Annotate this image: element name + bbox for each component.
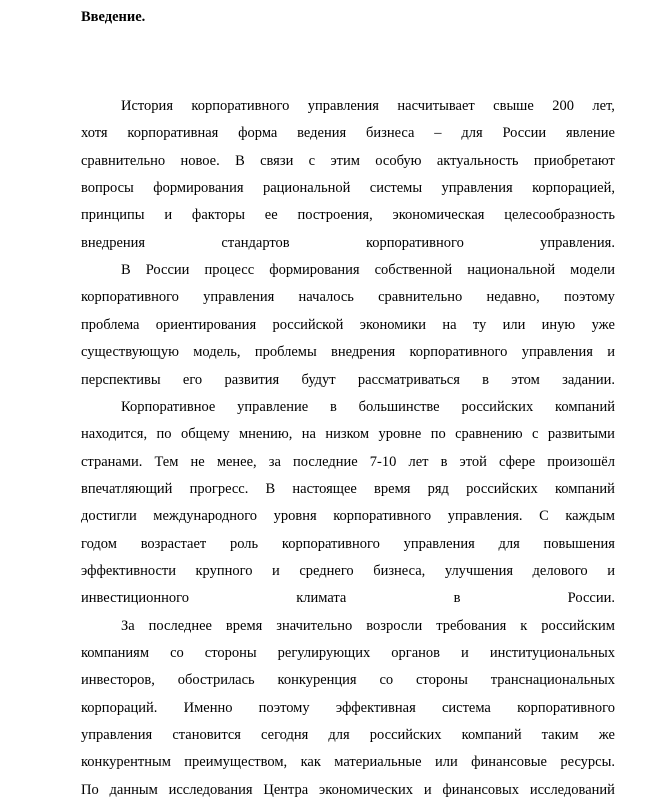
text-word: управления.	[447, 508, 523, 525]
text-word: стороны	[415, 672, 468, 689]
document-heading: Введение.	[81, 9, 146, 25]
text-line	[121, 258, 615, 282]
text-word: ресурсы.	[560, 754, 615, 771]
text-word: факторы	[191, 207, 245, 224]
text-word: российских	[466, 480, 538, 497]
text-line	[81, 313, 615, 337]
text-line	[81, 723, 615, 747]
text-word: странами.	[81, 453, 143, 470]
text-word: стороны	[204, 645, 257, 661]
text-word: рациональной	[262, 180, 351, 197]
text-line	[81, 778, 615, 802]
text-word: транснациональных	[490, 672, 615, 689]
text-word: этим	[330, 152, 360, 169]
text-word: России.	[567, 590, 615, 607]
text-word: для	[498, 535, 520, 552]
text-word: к	[520, 617, 528, 634]
text-word: сравнительно	[378, 289, 463, 306]
text-word: проблема	[81, 316, 140, 333]
text-word: поэтому	[563, 289, 615, 306]
text-word: низком	[325, 426, 370, 443]
text-word: новое.	[180, 152, 220, 169]
text-word: большинстве	[358, 398, 440, 415]
text-word: корпоративного	[281, 535, 380, 552]
text-word: Именно	[183, 699, 233, 716]
text-word: приобретают	[533, 152, 615, 169]
text-word: ряд	[427, 480, 449, 497]
text-word: корпоративного	[81, 289, 179, 306]
text-word: эффективности	[81, 562, 176, 579]
text-word: В	[235, 152, 245, 169]
text-word: сегодня	[261, 727, 309, 744]
text-word: Корпоративное	[121, 398, 216, 415]
text-word: или	[502, 316, 526, 333]
text-word: российских	[369, 727, 442, 744]
text-word: среднего	[299, 562, 354, 579]
text-word: собственной	[374, 262, 453, 279]
text-word: как	[300, 754, 321, 771]
text-line	[81, 149, 615, 173]
text-word: компаний	[554, 480, 615, 497]
text-word: произошёл	[547, 453, 615, 470]
text-word: и	[423, 781, 432, 798]
text-word: за	[268, 453, 281, 470]
text-word: началось	[298, 289, 354, 306]
text-word: хотя	[81, 125, 108, 142]
text-word: вопросы	[81, 180, 134, 197]
text-word: и	[607, 562, 615, 579]
text-word: России	[145, 262, 190, 279]
text-word: управление	[237, 398, 309, 415]
text-word: менее,	[216, 453, 257, 470]
text-word: лет,	[592, 98, 615, 114]
text-word: его	[182, 371, 203, 388]
text-word: развития	[224, 371, 280, 388]
text-word: управления	[403, 535, 475, 552]
text-word: принципы	[81, 207, 145, 224]
text-word: и	[461, 645, 469, 661]
text-word: в	[482, 371, 490, 388]
text-word: и	[164, 207, 173, 224]
text-word: национальной	[467, 262, 556, 279]
text-word: Тем	[154, 453, 179, 470]
text-word: стандартов	[221, 234, 290, 251]
text-word: мнению,	[239, 426, 293, 443]
text-word: управления.	[540, 234, 615, 251]
text-word: инвестиционного	[81, 590, 189, 607]
text-word: особую	[375, 152, 422, 169]
text-word: по	[156, 426, 172, 443]
text-word: формирования	[153, 180, 244, 197]
text-word: улучшения	[444, 562, 514, 579]
text-word: задании.	[562, 371, 615, 388]
text-word: с	[308, 152, 316, 169]
text-word: насчитывает	[397, 98, 475, 114]
text-word: данным	[109, 781, 158, 798]
text-word: требования	[436, 617, 507, 634]
text-word: финансовые	[471, 754, 547, 771]
text-word: За	[121, 617, 135, 634]
text-line	[81, 231, 615, 255]
text-word: явление	[565, 125, 615, 142]
text-word: достигли	[81, 508, 137, 525]
text-word: сравнению	[455, 426, 523, 443]
text-word: уровне	[378, 426, 422, 443]
text-word: В	[265, 480, 276, 497]
text-word: модель,	[193, 344, 241, 361]
text-line	[81, 641, 615, 665]
text-word: бизнеса	[365, 125, 415, 142]
text-word: рассматриваться	[357, 371, 460, 388]
text-word: время	[374, 480, 411, 497]
text-word: климата	[296, 590, 347, 607]
text-word: –	[434, 125, 442, 142]
text-line	[81, 368, 615, 392]
text-line	[81, 450, 615, 474]
text-word: экономики	[359, 316, 427, 333]
text-word: роль	[230, 535, 259, 552]
text-word: корпоративного	[365, 234, 464, 251]
text-word: на	[301, 426, 316, 443]
text-word: компаний	[555, 398, 615, 415]
text-word: ее	[264, 207, 278, 224]
text-word: Центра	[263, 781, 309, 798]
text-word: построения,	[297, 207, 373, 224]
text-word: сравнительно	[81, 152, 166, 169]
text-word: не	[190, 453, 205, 470]
text-word: российским	[541, 617, 615, 634]
text-word: повышения	[543, 535, 615, 552]
text-word: 7-10	[369, 453, 397, 470]
text-word: эффективная	[335, 699, 416, 716]
text-word: экономических	[319, 781, 414, 798]
text-word: ведения	[297, 125, 347, 142]
text-word: этой	[459, 453, 487, 470]
text-word: недавно,	[486, 289, 540, 306]
text-word: проблемы	[254, 344, 317, 361]
text-word: российской	[272, 316, 344, 333]
text-word: исследования	[168, 781, 253, 798]
text-word: каждым	[565, 508, 615, 525]
text-word: внедрения	[81, 234, 146, 251]
text-word: для	[328, 727, 350, 744]
text-word: корпоративного	[191, 98, 290, 114]
text-word: в	[440, 453, 448, 470]
text-line	[81, 340, 615, 364]
text-word: система	[441, 699, 491, 716]
text-word: в	[329, 398, 337, 415]
text-word: корпоративного	[517, 699, 615, 716]
text-word: управления	[203, 289, 275, 306]
text-word: лет	[408, 453, 429, 470]
text-word: находится,	[81, 426, 148, 443]
text-line	[81, 532, 615, 556]
text-word: обострилась	[177, 672, 255, 689]
text-word: внедрения	[331, 344, 396, 361]
text-word: или	[434, 754, 458, 771]
text-word: со	[170, 645, 184, 661]
text-line	[81, 750, 615, 774]
text-word: с	[532, 426, 539, 443]
text-word: инвесторов,	[81, 672, 155, 689]
text-word: для	[461, 125, 483, 142]
text-line	[121, 614, 615, 638]
text-word: исследований	[529, 781, 615, 798]
text-word: компаний	[461, 727, 522, 744]
text-word: последние	[293, 453, 358, 470]
text-word: экономическая	[392, 207, 485, 224]
text-word: же	[598, 727, 615, 744]
text-line	[81, 477, 615, 501]
text-line	[121, 395, 615, 419]
text-word: актуальность	[436, 152, 519, 169]
text-line	[81, 696, 615, 720]
text-word: целесообразность	[504, 207, 615, 224]
text-word: корпорацией,	[532, 180, 615, 197]
text-word: существующую	[81, 344, 179, 361]
text-word: в	[453, 590, 461, 607]
text-line	[81, 285, 615, 309]
text-word: свыше	[493, 98, 534, 114]
text-word: возросли	[366, 617, 423, 634]
text-word: 200	[552, 98, 574, 114]
text-word: ориентирования	[155, 316, 257, 333]
text-word: впечатляющий	[81, 480, 173, 497]
text-word: становится	[172, 727, 241, 744]
text-word: С	[539, 508, 549, 525]
text-word: перспективы	[81, 371, 161, 388]
text-word: ту	[472, 316, 487, 333]
text-word: корпоративного	[409, 344, 508, 361]
text-word: время	[225, 617, 263, 634]
text-line	[81, 559, 615, 583]
text-word: России	[502, 125, 547, 142]
text-line	[81, 586, 615, 610]
text-word: уже	[591, 316, 615, 333]
text-word: общему	[180, 426, 230, 443]
text-word: возрастает	[140, 535, 207, 552]
text-word: компаниям	[81, 645, 150, 661]
text-word: и	[272, 562, 280, 579]
text-word: управления	[307, 98, 379, 114]
text-word: корпораций.	[81, 699, 158, 716]
text-line	[81, 422, 615, 446]
text-word: материальные	[334, 754, 422, 771]
text-line	[121, 94, 615, 118]
text-line	[81, 121, 615, 145]
text-word: развитыми	[547, 426, 615, 443]
text-word: конкурентным	[81, 754, 171, 771]
text-word: крупного	[195, 562, 253, 579]
text-word: управления	[521, 344, 593, 361]
text-word: таким	[541, 727, 579, 744]
text-word: этом	[511, 371, 540, 388]
text-word: сфере	[499, 453, 536, 470]
text-word: годом	[81, 535, 117, 552]
text-word: значительно	[276, 617, 353, 634]
text-word: на	[442, 316, 457, 333]
text-word: настоящее	[292, 480, 357, 497]
text-word: бизнеса,	[373, 562, 426, 579]
text-word: по	[430, 426, 446, 443]
text-word: органов	[391, 645, 440, 661]
text-word: финансовых	[442, 781, 520, 798]
text-line	[81, 668, 615, 692]
text-word: связи	[260, 152, 294, 169]
text-word: последнее	[148, 617, 212, 634]
text-word: регулирующих	[277, 645, 371, 661]
text-word: будут	[301, 371, 336, 388]
text-word: иную	[541, 316, 576, 333]
text-word: и	[607, 344, 615, 361]
text-word: системы	[369, 180, 423, 197]
text-word: российских	[461, 398, 534, 415]
text-word: управления	[441, 180, 513, 197]
text-word: формирования	[269, 262, 360, 279]
text-word: По	[81, 781, 99, 798]
text-word: управления	[81, 727, 153, 744]
text-word: делового	[532, 562, 588, 579]
text-word: со	[379, 672, 394, 689]
text-word: История	[121, 98, 173, 114]
text-word: прогресс.	[189, 480, 249, 497]
text-word: международного	[153, 508, 258, 525]
text-word: форма	[238, 125, 278, 142]
text-word: преимуществом,	[184, 754, 288, 771]
text-word: поэтому	[258, 699, 310, 716]
text-word: уровня	[273, 508, 317, 525]
text-word: В	[121, 262, 131, 279]
text-word: модели	[570, 262, 615, 279]
text-word: корпоративная	[127, 125, 219, 142]
text-line	[81, 203, 615, 227]
text-line	[81, 504, 615, 528]
text-word: конкуренция	[277, 672, 357, 689]
text-word: институциональных	[489, 645, 615, 661]
text-word: корпоративного	[333, 508, 432, 525]
text-word: процесс	[204, 262, 255, 279]
text-line	[81, 176, 615, 200]
